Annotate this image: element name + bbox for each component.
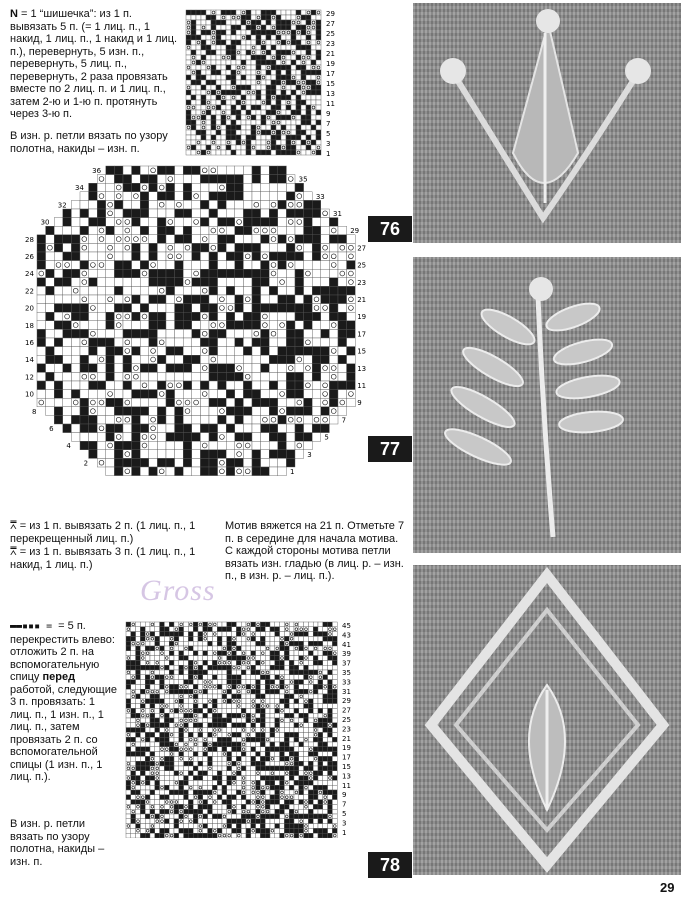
badge-78: 78 bbox=[368, 852, 412, 878]
row-number-77: 11 bbox=[357, 382, 367, 390]
row-number-76: 5 bbox=[326, 130, 331, 138]
row-number-77: 4 bbox=[66, 442, 71, 451]
row-number-78: 31 bbox=[342, 687, 351, 696]
leaf-bobble-motif-icon bbox=[413, 3, 681, 243]
row-number-76: 9 bbox=[326, 110, 331, 118]
row-number-76: 19 bbox=[326, 60, 335, 68]
chart-76-grid bbox=[184, 8, 384, 156]
row-number-78: 39 bbox=[342, 650, 351, 659]
row-number-77: 10 bbox=[25, 390, 34, 399]
row-number-76: 21 bbox=[326, 50, 335, 58]
legend-77-incr3 bbox=[10, 546, 220, 571]
row-number-78: 37 bbox=[342, 659, 351, 668]
row-number-77: 23 bbox=[357, 278, 367, 287]
row-number-76: 15 bbox=[326, 80, 335, 88]
fern-leaf-motif-icon bbox=[413, 257, 681, 553]
row-number-78: 15 bbox=[342, 763, 351, 771]
photo-77-knitted-sample bbox=[413, 257, 681, 553]
row-number-77: 35 bbox=[298, 175, 308, 184]
row-number-78: 3 bbox=[342, 819, 347, 828]
chart-78-grid bbox=[124, 620, 374, 838]
row-number-77: 15 bbox=[357, 347, 367, 356]
legend-78-cross-text: = 5 п. перекрестить влево: отложить 2 п. на вспомогательную спицу bbox=[10, 620, 115, 683]
row-number-77: 33 bbox=[315, 192, 325, 201]
row-number-77: 13 bbox=[357, 364, 367, 373]
incr3-symbol-icon: ⩞ bbox=[10, 546, 17, 558]
row-number-78: 5 bbox=[342, 810, 347, 818]
row-number-76: 1 bbox=[326, 150, 331, 156]
row-number-78: 11 bbox=[342, 781, 351, 790]
row-number-77: 31 bbox=[333, 210, 342, 218]
row-number-78: 45 bbox=[342, 622, 351, 630]
legend-77-incr2 bbox=[10, 520, 220, 545]
legend-76-note: В изн. р. петли вязать по узору полотна, накиды – изн. п. bbox=[10, 130, 168, 155]
row-number-78: 29 bbox=[342, 697, 351, 706]
page-number: 29 bbox=[660, 880, 675, 895]
row-number-77: 2 bbox=[83, 459, 89, 468]
row-number-77: 12 bbox=[25, 373, 34, 382]
badge-76-label: 76 bbox=[368, 216, 412, 242]
row-number-78: 43 bbox=[342, 631, 351, 640]
row-number-77: 8 bbox=[31, 407, 37, 416]
legend-77-incr2-text: = из 1 п. вывязать 2 п. (1 лиц. п., 1 перекрещенный лиц. п.) bbox=[10, 520, 196, 545]
row-number-77: 32 bbox=[57, 201, 67, 210]
row-number-77: 30 bbox=[40, 218, 50, 227]
row-number-78: 25 bbox=[342, 716, 351, 724]
row-number-77: 25 bbox=[357, 261, 367, 270]
row-number-78: 9 bbox=[342, 791, 347, 800]
row-number-78: 35 bbox=[342, 669, 351, 677]
row-number-77: 19 bbox=[357, 313, 367, 322]
row-number-77: 17 bbox=[357, 330, 367, 339]
row-number-77: 24 bbox=[25, 270, 34, 279]
row-number-77: 16 bbox=[25, 339, 34, 347]
row-number-77: 9 bbox=[357, 399, 362, 408]
badge-77: 77 bbox=[368, 436, 412, 462]
row-number-76: 25 bbox=[326, 30, 335, 38]
photo-78-knitted-sample bbox=[413, 565, 681, 875]
row-number-77: 28 bbox=[25, 235, 34, 244]
cross-symbol-icon: ▬▬▪▪▪ = bbox=[10, 621, 59, 632]
row-number-78: 19 bbox=[342, 744, 351, 753]
row-number-76: 29 bbox=[326, 10, 335, 18]
legend-76-bobble bbox=[10, 8, 180, 121]
row-number-76: 13 bbox=[326, 90, 335, 98]
row-number-77: 27 bbox=[357, 244, 367, 253]
row-number-77: 7 bbox=[341, 416, 347, 425]
row-number-78: 17 bbox=[342, 753, 351, 762]
row-number-77: 18 bbox=[25, 321, 34, 330]
row-number-78: 23 bbox=[342, 725, 351, 734]
row-number-77: 34 bbox=[74, 184, 84, 193]
legend-76-bobble-text: = 1 “шишечка”: из 1 п. вывязать 5 п. (= 1 лиц. п., 1 накид, 1 лиц. п., 1 накид и 1 лиц. п.), перевернуть, 5 изн. п., перевернуть, 5 лиц. п., перевернуть, 2 раза провязать вместе по 2 лиц. п. и 1 лиц. п., затем 2-ю и 1-ю п. протянуть через 3-ю п. bbox=[10, 8, 178, 120]
chart-77-grid bbox=[25, 160, 395, 510]
bobble-symbol-icon: N bbox=[10, 8, 18, 20]
legend-77-incr3-text: = из 1 п. вывязать 3 п. (1 лиц. п., 1 накид, 1 лиц. п.) bbox=[10, 546, 196, 571]
row-number-78: 41 bbox=[342, 640, 351, 649]
row-number-76: 17 bbox=[326, 70, 335, 78]
row-number-76: 11 bbox=[326, 100, 335, 108]
row-number-76: 27 bbox=[326, 20, 335, 28]
row-number-77: 26 bbox=[25, 253, 34, 261]
photo-76-knitted-sample bbox=[413, 3, 681, 243]
row-number-78: 7 bbox=[342, 800, 347, 809]
row-number-77: 1 bbox=[290, 468, 295, 476]
legend-78-cross bbox=[10, 620, 118, 784]
row-number-78: 27 bbox=[342, 706, 351, 715]
row-number-76: 7 bbox=[326, 120, 331, 128]
legend-78-cross-bold: перед bbox=[42, 671, 76, 683]
legend-78-note: В изн. р. петли вязать по узору полотна, накиды – изн. п. bbox=[10, 818, 105, 868]
row-number-78: 21 bbox=[342, 734, 351, 743]
legend-78-cross-tail: работой, следующие 3 п. провязать: 1 лиц. п., 1 изн. п., 1 лиц. п., затем провязать 2 п. со вспомогательной спицы (1 изн. п., 1 лиц. п.). bbox=[10, 683, 117, 783]
watermark: Gross bbox=[140, 574, 216, 607]
row-number-76: 3 bbox=[326, 140, 331, 148]
row-number-78: 1 bbox=[342, 828, 347, 837]
row-number-77: 22 bbox=[25, 287, 34, 296]
row-number-77: 6 bbox=[49, 425, 54, 433]
row-number-77: 21 bbox=[357, 296, 367, 304]
row-number-77: 14 bbox=[25, 356, 34, 365]
row-number-77: 3 bbox=[307, 450, 312, 459]
row-number-78: 33 bbox=[342, 678, 351, 687]
row-number-77: 36 bbox=[92, 167, 102, 175]
legend-77-note: Мотив вяжется на 21 п. Отметьте 7 п. в середине для начала мотива. С каждой стороны мотива петли вязать изн. гладью (в лиц. р. – изн. п., в изн. р. – лиц. п.). bbox=[225, 520, 405, 582]
row-number-78: 13 bbox=[342, 772, 351, 781]
row-number-76: 23 bbox=[326, 40, 335, 48]
row-number-77: 29 bbox=[350, 227, 360, 236]
row-number-77: 20 bbox=[25, 304, 34, 313]
incr2-symbol-icon: ⩞ bbox=[10, 520, 17, 532]
diamond-leaf-motif-icon bbox=[413, 565, 681, 875]
row-number-77: 5 bbox=[324, 433, 329, 442]
